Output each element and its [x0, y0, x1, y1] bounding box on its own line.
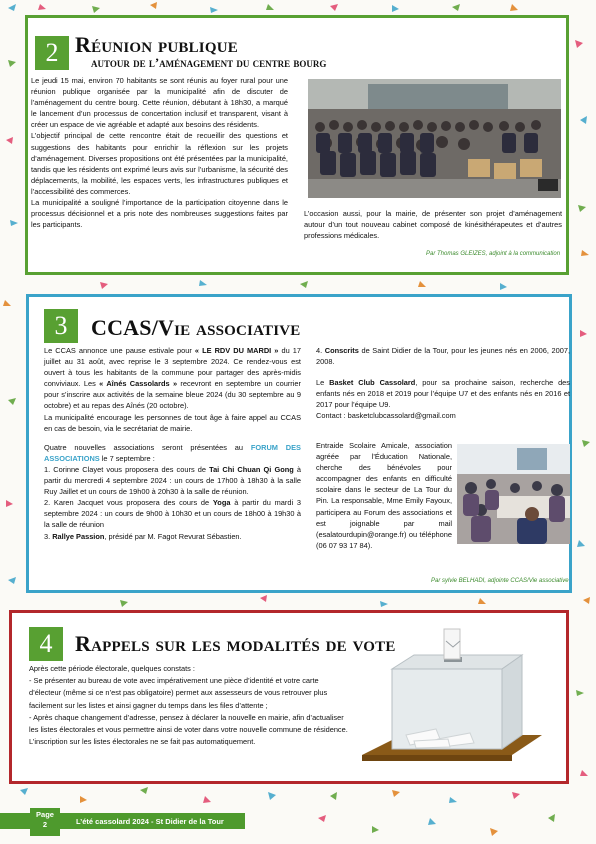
footer [0, 808, 300, 830]
publication-title: L’été cassolard 2024 - St Didier de la Tour [76, 817, 224, 826]
section-number: 4 [29, 627, 63, 661]
section-number: 3 [44, 309, 78, 343]
vote-body [29, 663, 349, 748]
entraide-text: Entraide Scolaire Amicale, association agréée par l’Éducation Nationale, cherche des bénévoles pour accompagner des enfants en difficulté scolaire dans le secteur de La Tour du Pin. La responsable, Mme Emily Fayoux, participera au Forum des associations et est joignable par mail (esalatourdupin@orange.fr) ou téléphone (06 07 93 17 84). [316, 441, 452, 550]
section-reunion [25, 15, 569, 275]
ccas-column-right [316, 345, 570, 422]
list-item: 2. Karen Jacquet vous proposera des cours de Yoga à partir du mardi 3 septembre 2024 : un cours de 9h00 à 10h30 et un cours de 18h00 à 19h30 à la salle de réunion [44, 498, 301, 530]
meeting-photo [308, 79, 561, 198]
list-item: - Après chaque changement d’adresse, pensez à déclarer la nouvelle en mairie, afin d’actualiser les listes électorales et vous permettre ainsi de voter dans votre nouvelle commune de résidence. [29, 712, 348, 735]
paragraph: Le jeudi 15 mai, environ 70 habitants se sont réunis au foyer rural pour une réunion publique organisée par la municipalité afin de discuter de l’aménagement du centre bourg. Cette réunion, débutant à 18h30, a marqué le lancement d’un processus de concertation inclusif et transparent, visant à créer un espace de vie agréable et adapté aux besoins des résidents. [31, 76, 288, 130]
paragraph: Le Basket Club Cassolard, pour sa prochaine saison, recherche des enfants nés en 2018 et 2019 pour l’équipe U7 et des enfants nés en 2016 et 2017 pour l’équipe U9. [316, 378, 570, 410]
reunion-right-text: L’occasion aussi, pour la mairie, de présenter son projet d’aménagement autour d’un tout nouveau cabinet composé de kinésithérapeutes et d’autres professions médicales. [304, 209, 562, 241]
list-item: 3. Rallye Passion, présidé par M. Fagot Revurat Sébastien. [44, 531, 242, 541]
section-subtitle: autour de l’aménagement du centre bourg [91, 55, 327, 70]
reunion-body [31, 75, 288, 230]
section-title: CCAS/Vie associative [91, 315, 301, 340]
signature: Par sylvie BELHADI, adjointe CCAS/Vie associative [431, 578, 569, 584]
section-vote [9, 610, 569, 784]
paragraph: L’inscription sur les listes électorales ne se fait pas automatiquement. [29, 737, 256, 747]
page-indicator [30, 808, 60, 836]
association-photo [457, 444, 570, 544]
ccas-column-left [44, 345, 301, 542]
forum-link[interactable]: FORUM DES ASSOCIATIONS [44, 442, 301, 463]
list-item: - Se présenter au bureau de vote avec impérativement une pièce d’identité et votre carte d’électeur (même si ce n’est pas obligatoire) permet aux assesseurs de vous retrouver plus facilement sur les listes et ainsi gagner du temps dans les files d’attente ; [29, 676, 328, 710]
basket-contact[interactable]: Contact : basketclubcassolard@gmail.com [316, 411, 456, 421]
paragraph: Quatre nouvelles associations seront présentées au FORUM DES ASSOCIATIONS le 7 septembre : [44, 442, 301, 463]
section-title: Rappels sur les modalités de vote [75, 631, 396, 656]
section-ccas [26, 294, 572, 593]
page-number: 2 [42, 820, 48, 829]
page-label: Page [36, 810, 54, 819]
ballot-box-illustration [352, 627, 547, 777]
paragraph: La municipalité a souligné l’importance de la participation citoyenne dans le processus décisionnel et a pris note des nombreuses suggestions faites par les participants. [31, 198, 288, 230]
list-item: 4. Conscrits de Saint Didier de la Tour, pour les jeunes nés en 2006, 2007, 2008. [316, 346, 570, 367]
signature: Par Thomas GLEIZES, adjoint à la communication [426, 251, 561, 257]
section-title: Réunion publique [75, 32, 238, 57]
paragraph: L’objectif principal de cette rencontre était de recueillir des questions et suggestions des habitants pour enrichir la réflexion sur les projets d’aménagement. Diverses propositions ont été présentées par la municipalité, tandis que les résidents ont exprimé leurs avis sur l’urbanisme, la sécurité des déplacements, la mobilité, les espaces verts, les infrastructures publiques et l’accessibilité des commerces. [31, 131, 288, 196]
paragraph: Le CCAS annonce une pause estivale pour « LE RDV DU MARDI » du 17 juillet au 31 août, avec reprise le 3 septembre 2024. Ce rendez-vous est ouvert à tous les habitants de la commune pour partager des après-midis conviviaux. Les « Aînés Cassolards » recevront en septembre un courrier pour s’inscrire aux activités de la semaine bleue 2024 (du 30 septembre au 9 octobre) et au repas des Aînés (20 octobre). [44, 346, 301, 411]
section-number: 2 [35, 36, 69, 70]
paragraph: Après cette période électorale, quelques constats : [29, 664, 195, 673]
list-item: 1. Corinne Clayet vous proposera des cours de Tai Chi Chuan Qi Gong à partir du mercredi 4 septembre 2024 : un cours de 17h00 à 18h30 à la salle Ruy Jaillet et un cours de 19h00 à 20h30 à la salle de réunion. [44, 464, 301, 497]
paragraph: La municipalité encourage les personnes de tout âge à faire appel au CCAS en cas de besoin, via le secrétariat de mairie. [44, 412, 301, 433]
